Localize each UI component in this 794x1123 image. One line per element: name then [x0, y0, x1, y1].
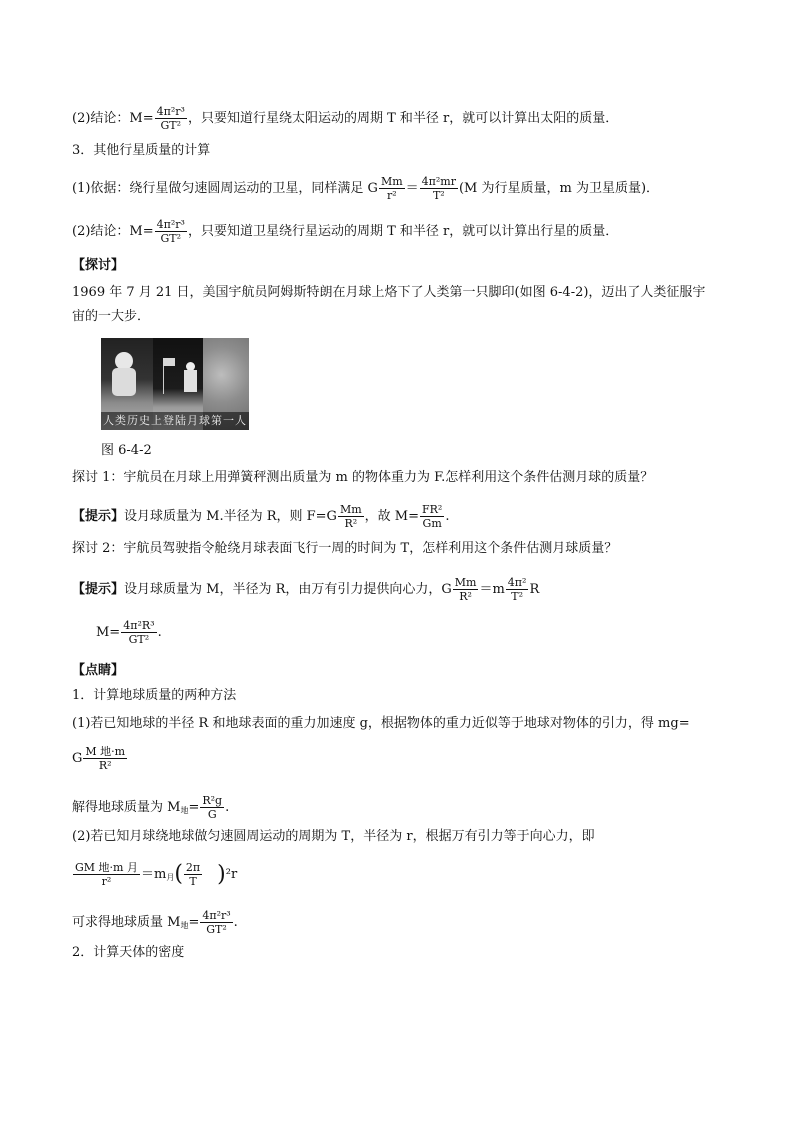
numerator: 2π [185, 861, 201, 874]
text: 设月球质量为 M.半径为 R，则 F=G [124, 509, 337, 524]
photo-caption: 人类历史上登陆月球第一人 [101, 412, 249, 430]
text: = [188, 915, 200, 930]
moon-mass-result [96, 619, 162, 646]
figure-label: 图 6-4-2 [101, 443, 152, 458]
numerator: 4π²R³ [123, 619, 155, 632]
hint-tag: 【提示】 [72, 582, 125, 597]
method-2-formula [72, 861, 237, 888]
text: 解得地球质量为 M [72, 800, 181, 815]
text: 设月球质量为 M，半径为 R，由万有引力提供向心力，G [124, 582, 452, 597]
numerator: Mm [339, 503, 362, 516]
fraction [200, 794, 224, 821]
text: ＝m [479, 582, 505, 597]
method-2-text: (2)若已知月球绕地球做匀速圆周运动的周期为 T，半径为 r，根据万有引力等于向心力，即 [72, 829, 595, 844]
fraction [155, 218, 187, 245]
conclusion-sun-mass [72, 105, 618, 132]
text: ，只要知道卫星绕行星运动的周期 T 和半径 r，就可以计算出行星的质量． [187, 224, 619, 239]
denominator: GT² [160, 232, 182, 245]
denominator: Gm [422, 517, 442, 530]
heading-tantao: 【探讨】 [72, 258, 125, 273]
fraction [200, 909, 232, 936]
numerator: 4π²mr [421, 175, 456, 188]
text: . [233, 915, 238, 930]
text: ＝m [140, 867, 167, 882]
text: ²r [225, 867, 238, 882]
text: R [529, 582, 540, 597]
text: ＝ [405, 181, 419, 196]
denominator: r² [101, 875, 112, 888]
heading-dianjing: 【点睛】 [72, 663, 125, 678]
fraction [184, 861, 202, 888]
fraction [453, 576, 479, 603]
astronaut-small-suit [184, 370, 197, 392]
text: (2)结论：M= [72, 224, 154, 239]
astronaut-suit [112, 368, 136, 396]
text: . [225, 800, 230, 815]
text: M= [96, 625, 121, 640]
numerator: M 地·m [85, 745, 126, 758]
numerator: FR² [422, 503, 443, 516]
method-1-text: (1)若已知地球的半径 R 和地球表面的重力加速度 g，根据物体的重力近似等于地球对物体的引力，得 mg= [72, 716, 690, 731]
fraction [121, 619, 156, 646]
basis-other-planets [72, 175, 659, 202]
hint-1 [72, 503, 449, 530]
numerator: R²g [202, 794, 223, 807]
earth-mass-result-2 [72, 909, 238, 936]
denominator: r² [386, 189, 397, 202]
denominator: T [189, 875, 197, 888]
denominator: R² [98, 759, 112, 772]
method-1-formula [72, 745, 128, 772]
subscript: 地 [180, 921, 189, 930]
hint-2 [72, 576, 539, 603]
text: . [157, 625, 162, 640]
question-2: 探讨 2：宇航员驾驶指令舱绕月球表面飞行一周的时间为 T，怎样利用这个条件估测月球质量？ [72, 541, 618, 556]
text: (1)依据：绕行星做匀速圆周运动的卫星，同样满足 G [72, 181, 378, 196]
subheading-density: 2．计算天体的密度 [72, 945, 185, 960]
denominator: GT² [128, 633, 150, 646]
text: = [188, 800, 200, 815]
denominator: T² [511, 590, 523, 603]
subscript: 地 [180, 806, 189, 815]
fraction [420, 175, 458, 202]
numerator: Mm [454, 576, 477, 589]
numerator: 4π²r³ [156, 218, 185, 231]
fraction [379, 175, 405, 202]
text: (M 为行星质量，m 为卫星质量)． [458, 181, 660, 196]
numerator: 4π²r³ [202, 909, 231, 922]
fraction [420, 503, 444, 530]
denominator: R² [344, 517, 358, 530]
moon-landing-photo [101, 338, 249, 430]
section-heading-other-planets: 3．其他行星质量的计算 [72, 143, 211, 158]
text: . [445, 509, 450, 524]
text: G [72, 751, 83, 766]
fraction [73, 861, 140, 888]
text: ，故 M= [364, 509, 419, 524]
numerator: 4π² [507, 576, 527, 589]
left-paren: ( [174, 861, 183, 887]
subheading-earth-mass: 1．计算地球质量的两种方法 [72, 688, 237, 703]
numerator: Mm [380, 175, 403, 188]
text: ，只要知道行星绕太阳运动的周期 T 和半径 r，就可以计算出太阳的质量． [187, 111, 619, 126]
subscript: 月 [166, 873, 175, 882]
numerator: 4π²r³ [156, 105, 185, 118]
right-paren: ) [217, 861, 226, 887]
numerator: GM 地·m 月 [75, 861, 138, 874]
denominator: T² [432, 189, 445, 202]
paragraph-armstrong-1: 1969 年 7 月 21 日，美国宇航员阿姆斯特朗在月球上烙下了人类第一只脚印(如图 6-4-2)，迈出了人类征服宇 [72, 285, 706, 300]
fraction [83, 745, 127, 772]
flag [163, 358, 175, 366]
earth-mass-result-1 [72, 794, 229, 821]
denominator: G [207, 808, 217, 821]
fraction [338, 503, 364, 530]
denominator: R² [459, 590, 472, 603]
text: 可求得地球质量 M [72, 915, 181, 930]
question-1: 探讨 1：宇航员在月球上用弹簧秤测出质量为 m 的物体重力为 F.怎样利用这个条件估测月球的质量？ [72, 470, 654, 485]
denominator: GT² [206, 923, 227, 936]
fraction [155, 105, 187, 132]
text: (2)结论：M= [72, 111, 154, 126]
fraction [506, 576, 529, 603]
paragraph-armstrong-2: 宙的一大步． [72, 309, 151, 324]
hint-tag: 【提示】 [72, 509, 125, 524]
conclusion-planet-mass [72, 218, 618, 245]
denominator: GT² [160, 119, 182, 132]
